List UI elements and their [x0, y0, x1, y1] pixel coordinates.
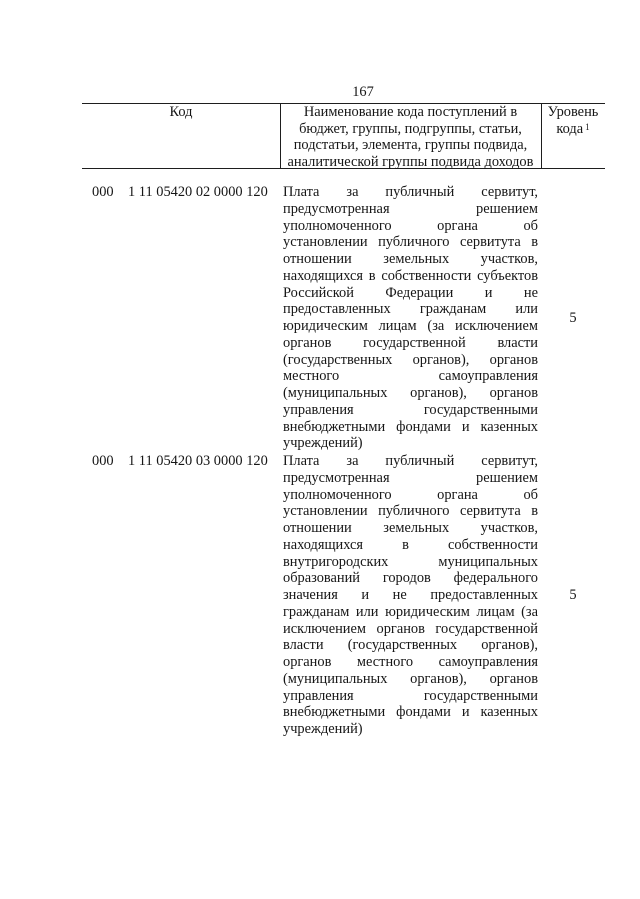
text-line: образований городов федерального	[283, 570, 538, 587]
text-line: уполномоченного органа об	[283, 486, 538, 503]
text-line: управления государственными	[283, 687, 538, 704]
text-line: предоставленных гражданам или	[283, 301, 538, 318]
text-line: находящихся в собственности субъектов	[283, 267, 538, 284]
row-code: 1 11 05420 02 0000 120	[128, 184, 268, 200]
text-line: (государственных органов), органов	[283, 351, 538, 368]
text-line: уполномоченного органа об	[283, 217, 538, 234]
text-line: учреждений)	[283, 435, 363, 452]
header-level-label: Уровень	[547, 104, 599, 120]
text-line: предусмотренная решением	[283, 200, 538, 217]
header-level-label-2: кода	[556, 120, 584, 137]
row-level	[541, 453, 605, 738]
text-line: находящихся в собственности	[283, 536, 538, 553]
header-level-label-2-wrap	[541, 121, 605, 138]
text-line: отношении земельных участков,	[283, 251, 538, 267]
text-line: власти (государственных органов),	[283, 637, 538, 654]
text-line: местного самоуправления	[283, 368, 538, 385]
text-line: управления государственными	[283, 401, 538, 418]
text-line: значения и не предоставленных	[283, 587, 538, 603]
row-level-value: 5	[569, 309, 577, 326]
header-name-line: подстатьи, элемента, группы подвида,	[293, 137, 528, 153]
text-line: отношении земельных участков,	[283, 520, 538, 536]
header-level-footnote: 1	[585, 121, 590, 132]
text-line: Плата за публичный сервитут,	[283, 453, 538, 469]
header-name-line: бюджет, группы, подгруппы, статьи,	[299, 120, 522, 137]
row-name	[283, 453, 538, 738]
header-name-line: Наименование кода поступлений в	[303, 104, 518, 120]
header-code: Код	[169, 104, 193, 120]
text-line: установлении публичного сервитута в	[283, 234, 538, 251]
row-level-value: 5	[569, 587, 577, 603]
header-level	[541, 104, 605, 137]
text-line: Плата за публичный сервитут,	[283, 184, 538, 200]
text-line: учреждений)	[283, 721, 363, 737]
row-admin-code: 000	[92, 184, 114, 200]
text-line: установлении публичного сервитута в	[283, 503, 538, 520]
text-line: органов государственной власти	[283, 334, 538, 351]
row-code: 1 11 05420 03 0000 120	[128, 453, 268, 469]
table-row	[0, 453, 640, 738]
text-line: внебюджетными фондами и казенных	[283, 704, 538, 721]
text-line: юридическим лицам (за исключением	[283, 318, 538, 334]
text-line: внебюджетными фондами и казенных	[283, 418, 538, 435]
row-admin-code: 000	[92, 453, 114, 469]
text-line: исключением органов государственной	[283, 620, 538, 637]
row-level	[541, 184, 605, 452]
text-line: (муниципальных органов), органов	[283, 385, 538, 401]
text-line: гражданам или юридическим лицам (за	[283, 603, 538, 620]
page-number: 167	[352, 84, 374, 100]
text-line: (муниципальных органов), органов	[283, 670, 538, 687]
row-name	[283, 184, 538, 452]
table-row	[0, 184, 640, 452]
header-name-line: аналитической группы подвида доходов	[287, 153, 534, 170]
header-name	[280, 104, 541, 170]
text-line: внутригородских муниципальных	[283, 553, 538, 570]
text-line: органов местного самоуправления	[283, 654, 538, 670]
text-line: предусмотренная решением	[283, 469, 538, 486]
text-line: Российской Федерации и не	[283, 284, 538, 301]
